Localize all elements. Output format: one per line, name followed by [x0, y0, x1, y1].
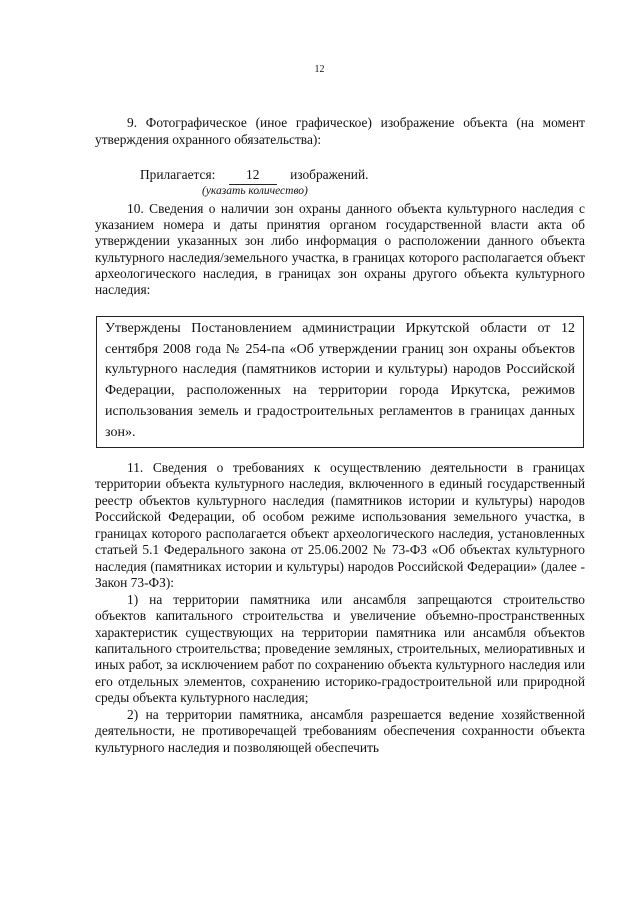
attachment-line: [140, 167, 470, 185]
page-number: 12: [314, 64, 325, 75]
section-11-intro: 11. Сведения о требованиях к осуществлению деятельности в границах территории объекта культурного наследия, включенного в единый государственный реестр объектов культурного наследия (памятников истории и культуры) народов Российской Федерации, об особом режиме использования земельного участка, в границах которого располагается объект археологического наследия, установленных статьей 5.1 Федерального закона от 25.06.2002 № 73-ФЗ «Об объектах культурного наследия (памятниках истории и культуры) народов Российской Федерации» (далее - Закон 73-ФЗ):: [95, 460, 585, 591]
protection-zones-box: [96, 316, 584, 448]
section-11-item-1: 1) на территории памятника или ансамбля запрещаются строительство объектов капитального строительства и увеличение объемно-пространственных характеристик существующих на территории памятника или ансамбля объектов капитального строительства; проведение земляных, строительных, мелиоративных и иных работ, за исключением работ по сохранению объекта культурного наследия или его отдельных элементов, сохранению историко-градостроительной или природной среды объекта культурного наследия;: [95, 591, 585, 706]
section-11-item-2: 2) на территории памятника, ансамбля разрешается ведение хозяйственной деятельности, не противоречащей требованиям обеспечения сохранности объекта культурного наследия и позволяющей обеспечить: [95, 706, 585, 755]
section-9-text: 9. Фотографическое (иное графическое) изображение объекта (на момент утверждения охранного обязательства):: [95, 115, 585, 147]
attach-hint: (указать количество): [202, 185, 308, 197]
section-9: [95, 115, 585, 149]
section-10-text: 10. Сведения о наличии зон охраны данного объекта культурного наследия с указанием номера и даты принятия органом государственной власти акта об утверждении указанных зон либо информация о расположении данного объекта культурного наследия/земельного участка, в границах которого располагается объект археологического наследия, в границах зон охраны другого объекта культурного наследия:: [95, 201, 585, 298]
attach-suffix: изображений.: [290, 167, 369, 182]
protection-zones-text: Утверждены Постановлением администрации Иркутской области от 12 сентября 2008 года № 254-па «Об утверждении границ зон охраны объектов культурного наследия (памятников истории и культуры) народов Российской Федерации, расположенных на территории города Иркутска, режимов использования земель и градостроительных регламентов в границах данных зон».: [105, 321, 575, 440]
section-10: [95, 201, 585, 298]
attach-count: 12: [229, 167, 277, 185]
attach-prefix: Прилагается:: [140, 167, 216, 182]
section-11: [95, 460, 585, 756]
